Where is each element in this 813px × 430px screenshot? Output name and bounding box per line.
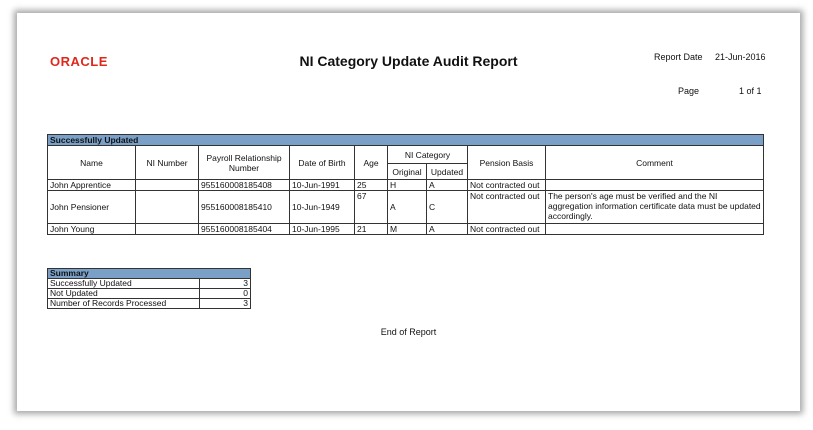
summary-table bbox=[47, 268, 251, 309]
updated-table bbox=[47, 134, 764, 235]
cell-name: John Apprentice bbox=[48, 180, 136, 191]
cell-updated: C bbox=[427, 191, 468, 224]
cell-payroll: 955160008185408 bbox=[199, 180, 290, 191]
cell-comment bbox=[546, 180, 764, 191]
summary-value: 3 bbox=[200, 299, 251, 309]
cell-original: H bbox=[388, 180, 427, 191]
summary-label: Successfully Updated bbox=[48, 279, 200, 289]
col-name: Name bbox=[48, 146, 136, 180]
cell-age: 21 bbox=[355, 224, 388, 235]
col-payroll: Payroll Relationship Number bbox=[199, 146, 290, 180]
report-date-label: Report Date bbox=[654, 52, 703, 62]
page-value: 1 of 1 bbox=[739, 86, 762, 96]
cell-age: 25 bbox=[355, 180, 388, 191]
col-comment: Comment bbox=[546, 146, 764, 180]
summary-value: 3 bbox=[200, 279, 251, 289]
cell-payroll: 955160008185410 bbox=[199, 191, 290, 224]
summary-row bbox=[48, 299, 251, 309]
cell-dob: 10-Jun-1991 bbox=[290, 180, 355, 191]
summary-row bbox=[48, 279, 251, 289]
cell-original: A bbox=[388, 191, 427, 224]
cell-ni-number bbox=[136, 224, 199, 235]
cell-pension: Not contracted out bbox=[468, 191, 546, 224]
report-page bbox=[17, 13, 800, 411]
cell-updated: A bbox=[427, 224, 468, 235]
summary-header: Summary bbox=[48, 269, 251, 279]
cell-name: John Young bbox=[48, 224, 136, 235]
table-row bbox=[48, 191, 764, 224]
cell-dob: 10-Jun-1995 bbox=[290, 224, 355, 235]
section-header: Successfully Updated bbox=[48, 135, 764, 146]
summary-label: Not Updated bbox=[48, 289, 200, 299]
summary-row bbox=[48, 289, 251, 299]
page-label: Page bbox=[678, 86, 700, 96]
table-row bbox=[48, 224, 764, 235]
cell-ni-number bbox=[136, 191, 199, 224]
summary-label: Number of Records Processed bbox=[48, 299, 200, 309]
cell-pension: Not contracted out bbox=[468, 224, 546, 235]
col-ni-number: NI Number bbox=[136, 146, 199, 180]
cell-original: M bbox=[388, 224, 427, 235]
cell-comment: The person's age must be verified and the NI aggregation information certificate data must be updated accordingly. bbox=[546, 191, 764, 224]
col-ni-category: NI Category bbox=[388, 146, 468, 164]
col-age: Age bbox=[355, 146, 388, 180]
report-title: NI Category Update Audit Report bbox=[299, 53, 518, 69]
cell-name: John Pensioner bbox=[48, 191, 136, 224]
cell-updated: A bbox=[427, 180, 468, 191]
col-updated: Updated bbox=[427, 164, 468, 180]
cell-age: 67 bbox=[355, 191, 388, 224]
summary-value: 0 bbox=[200, 289, 251, 299]
oracle-logo: ORACLE bbox=[50, 54, 108, 69]
cell-dob: 10-Jun-1949 bbox=[290, 191, 355, 224]
col-original: Original bbox=[388, 164, 427, 180]
cell-ni-number bbox=[136, 180, 199, 191]
cell-pension: Not contracted out bbox=[468, 180, 546, 191]
cell-payroll: 955160008185404 bbox=[199, 224, 290, 235]
report-date-value: 21-Jun-2016 bbox=[715, 52, 766, 62]
cell-comment bbox=[546, 224, 764, 235]
end-of-report: End of Report bbox=[380, 327, 437, 337]
col-pension: Pension Basis bbox=[468, 146, 546, 180]
col-dob: Date of Birth bbox=[290, 146, 355, 180]
table-row bbox=[48, 180, 764, 191]
